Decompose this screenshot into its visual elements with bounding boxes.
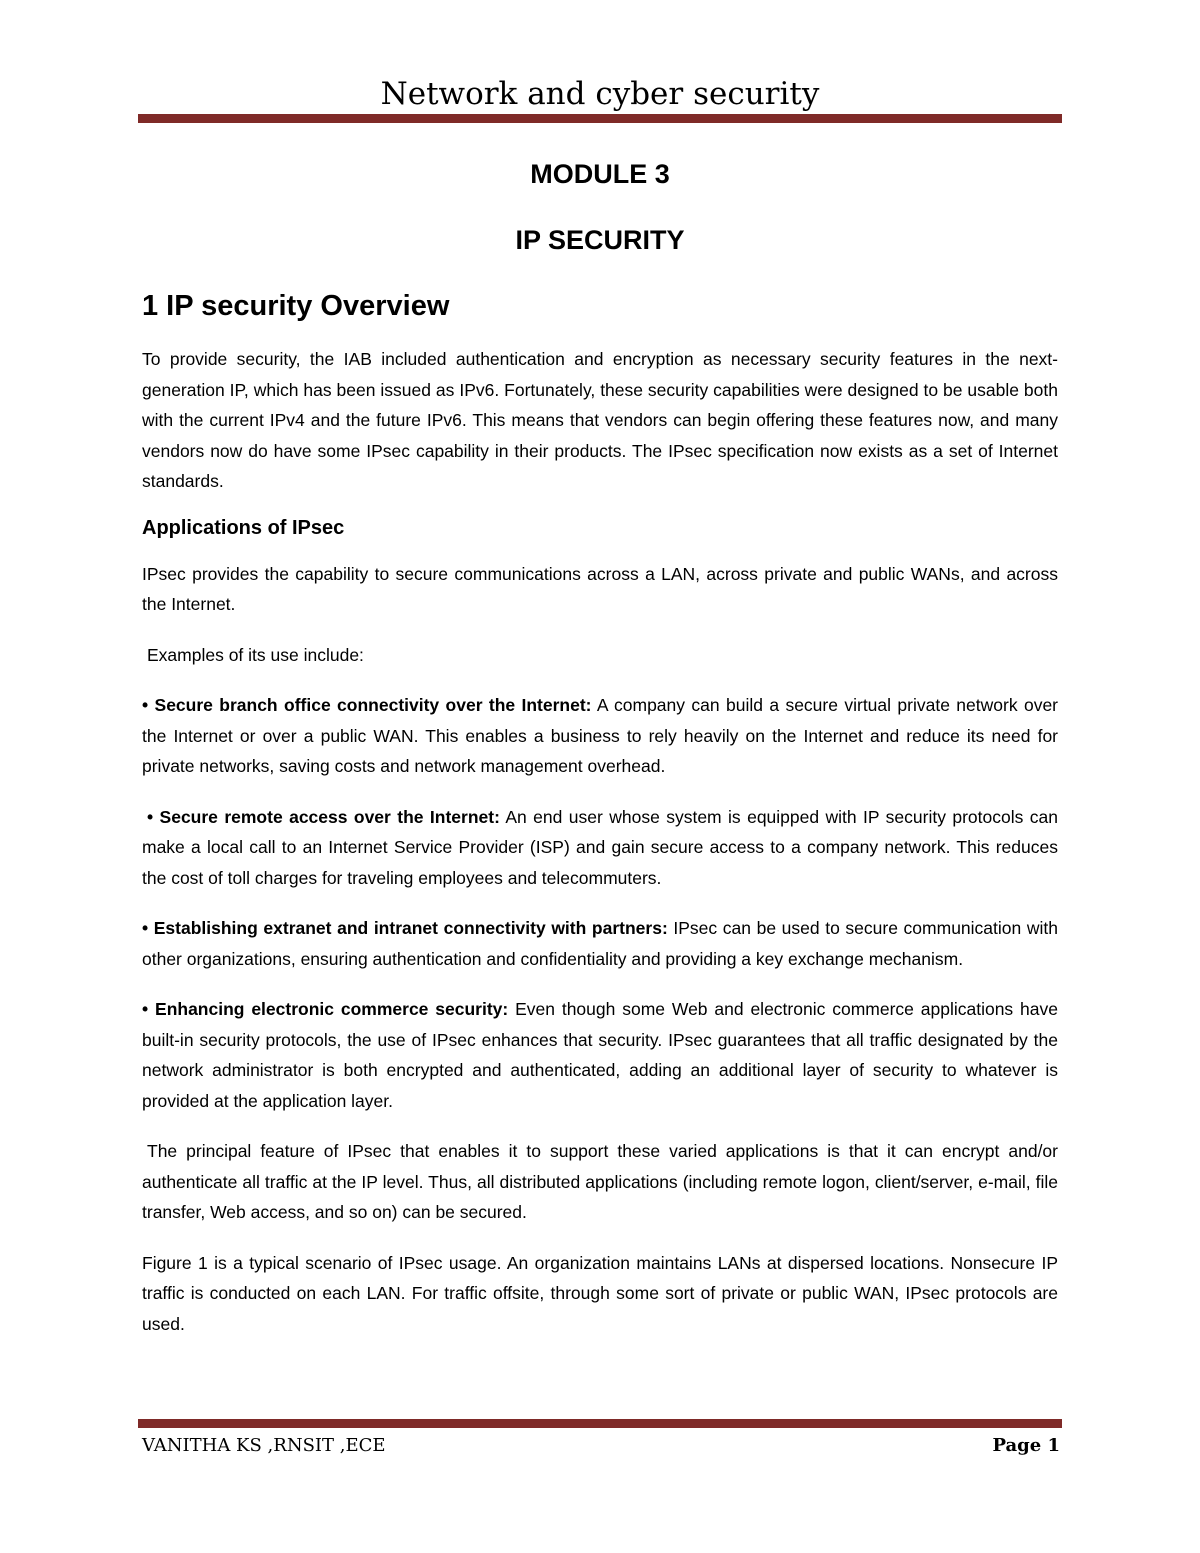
bullet-item [142,802,1058,894]
principal-feature-paragraph: The principal feature of IPsec that enables it to support these varied applications is that it can encrypt and/or authenticate all traffic at the IP level. Thus, all distributed applications (including remote logon, client/server, e-mail, file transfer, Web access, and so on) can be secured. [142,1141,1058,1222]
header-rule [138,114,1062,123]
applications-intro-paragraph: IPsec provides the capability to secure communications across a LAN, across private and public WANs, and across the Internet. [142,563,1058,614]
bullet-marker: • [147,806,154,827]
examples-intro: Examples of its use include: [147,644,364,665]
bullet-item [142,994,1058,1116]
bullet-lead: Secure branch office connectivity over the Internet: [154,695,592,715]
section-intro-paragraph: To provide security, the IAB included authentication and encryption as necessary security features in the next-generation IP, which has been issued as IPv6. Fortunately, these security capabilities were designed to be usable both with the current IPv4 and the future IPv6. This means that vendors can begin offering these features now, and many vendors now do have some IPsec capability in their products. The IPsec specification now exists as a set of Internet standards. [142,349,1058,491]
bullet-item [142,690,1058,782]
bullet-text: IPsec can be used to secure communication with other organizations, ensuring authentication and confidentiality and providing a key exchange mechanism. [142,918,1058,969]
figure-reference-paragraph: Figure 1 is a typical scenario of IPsec usage. An organization maintains LANs at dispersed locations. Nonsecure IP traffic is conducted on each LAN. For traffic offsite, through some sort of private or public WAN, IPsec protocols are used. [142,1252,1058,1334]
bullet-marker: • [142,918,149,938]
bullet-text: Even though some Web and electronic commerce applications have built-in security protocols, the use of IPsec enhances that security. IPsec guarantees that all traffic designated by the network administrator is both encrypted and authenticated, adding an additional layer of security to whatever is provided at the application layer. [142,999,1058,1111]
bullet-marker: • [142,999,149,1019]
bullet-marker: • [142,695,149,715]
footer-rule [138,1419,1062,1428]
bullet-lead: Establishing extranet and intranet connectivity with partners: [153,918,668,938]
bullet-text: An end user whose system is equipped with IP security protocols can make a local call to an Internet Service Provider (ISP) and gain secure access to a company network. This reduces the cost of toll charges for traveling employees and telecommuters. [142,806,1058,888]
module-label: MODULE 3 [530,159,670,189]
page-header-title: Network and cyber security [380,76,820,112]
document-body [142,150,1058,1339]
bullet-text: A company can build a secure virtual private network over the Internet or over a public WAN. This enables a business to rely heavily on the Internet and reduce its need for private networks, saving costs and network management overhead. [142,695,1059,776]
applications-heading: Applications of IPsec [142,516,345,539]
module-subtitle: IP SECURITY [515,225,685,255]
bullet-lead: Secure remote access over the Internet: [159,806,500,827]
footer-page-number: Page 1 [992,1435,1060,1456]
section-heading: 1 IP security Overview [142,290,450,322]
bullet-lead: Enhancing electronic commerce security: [155,999,509,1019]
footer-author: VANITHA KS ,RNSIT ,ECE [142,1435,386,1456]
bullet-item [142,913,1058,974]
